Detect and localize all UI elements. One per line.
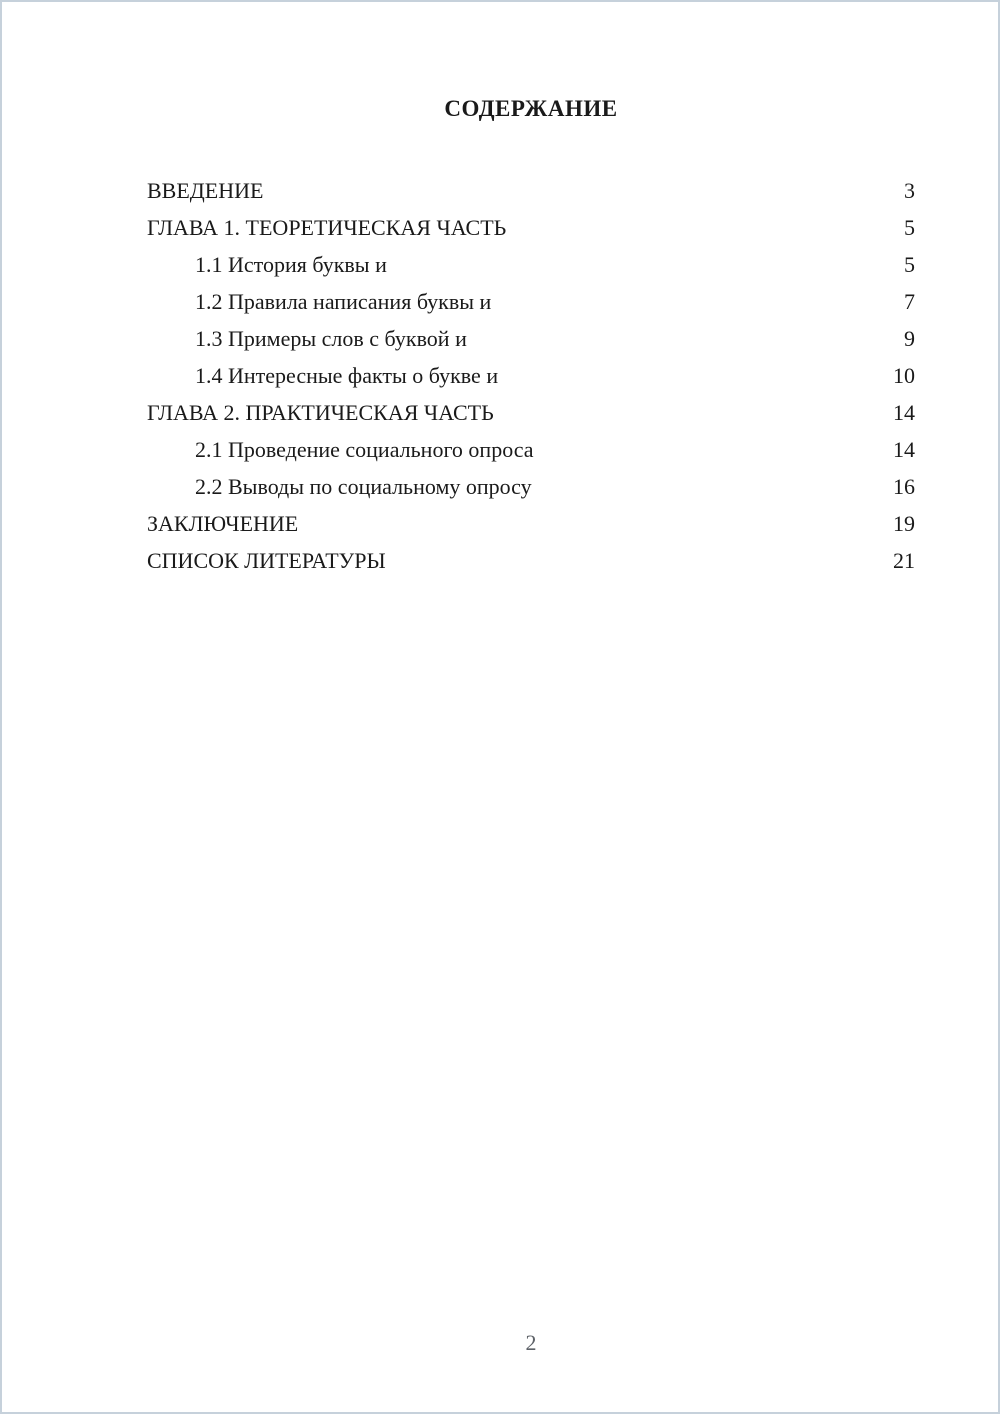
toc-entry-label: 1.2 Правила написания буквы и xyxy=(195,289,492,314)
toc-entry-label: 1.4 Интересные факты о букве и xyxy=(195,363,499,388)
toc-entry-page: 5 xyxy=(904,215,915,240)
toc-entry xyxy=(147,394,915,431)
toc-entry xyxy=(147,431,915,468)
toc-entry xyxy=(147,209,915,246)
toc-entry-page: 9 xyxy=(904,326,915,351)
toc-entry-page: 14 xyxy=(893,400,915,425)
toc-entry xyxy=(147,468,915,505)
toc-entry-page: 5 xyxy=(904,252,915,277)
toc-entry xyxy=(147,505,915,542)
toc-entry xyxy=(147,320,915,357)
toc-entry-page: 3 xyxy=(904,178,915,203)
toc-entry-label: 1.3 Примеры слов с буквой и xyxy=(195,326,467,351)
toc-entry-page: 19 xyxy=(893,511,915,536)
toc-entry xyxy=(147,172,915,209)
toc-entry-label: ГЛАВА 2. ПРАКТИЧЕСКАЯ ЧАСТЬ xyxy=(147,400,494,425)
toc-entry-label: СПИСОК ЛИТЕРАТУРЫ xyxy=(147,548,386,573)
toc-entry xyxy=(147,542,915,579)
toc-entry-label: ВВЕДЕНИЕ xyxy=(147,178,264,203)
toc-entry-page: 7 xyxy=(904,289,915,314)
toc-entry-page: 10 xyxy=(893,363,915,388)
toc-entry xyxy=(147,246,915,283)
toc-entry-page: 14 xyxy=(893,437,915,462)
page-content xyxy=(147,2,915,1412)
toc-entry xyxy=(147,357,915,394)
page-title: СОДЕРЖАНИЕ xyxy=(444,96,618,121)
toc-entry-label: ЗАКЛЮЧЕНИЕ xyxy=(147,511,299,536)
toc-entry xyxy=(147,283,915,320)
toc-entry-label: ГЛАВА 1. ТЕОРЕТИЧЕСКАЯ ЧАСТЬ xyxy=(147,215,507,240)
toc-entry-page: 21 xyxy=(893,548,915,573)
toc-list xyxy=(147,172,915,579)
toc-entry-page: 16 xyxy=(893,474,915,499)
toc-entry-label: 1.1 История буквы и xyxy=(195,252,387,277)
toc-entry-label: 2.2 Выводы по социальному опросу xyxy=(195,474,532,499)
page-number: 2 xyxy=(525,1330,537,1355)
toc-entry-label: 2.1 Проведение социального опроса xyxy=(195,437,534,462)
